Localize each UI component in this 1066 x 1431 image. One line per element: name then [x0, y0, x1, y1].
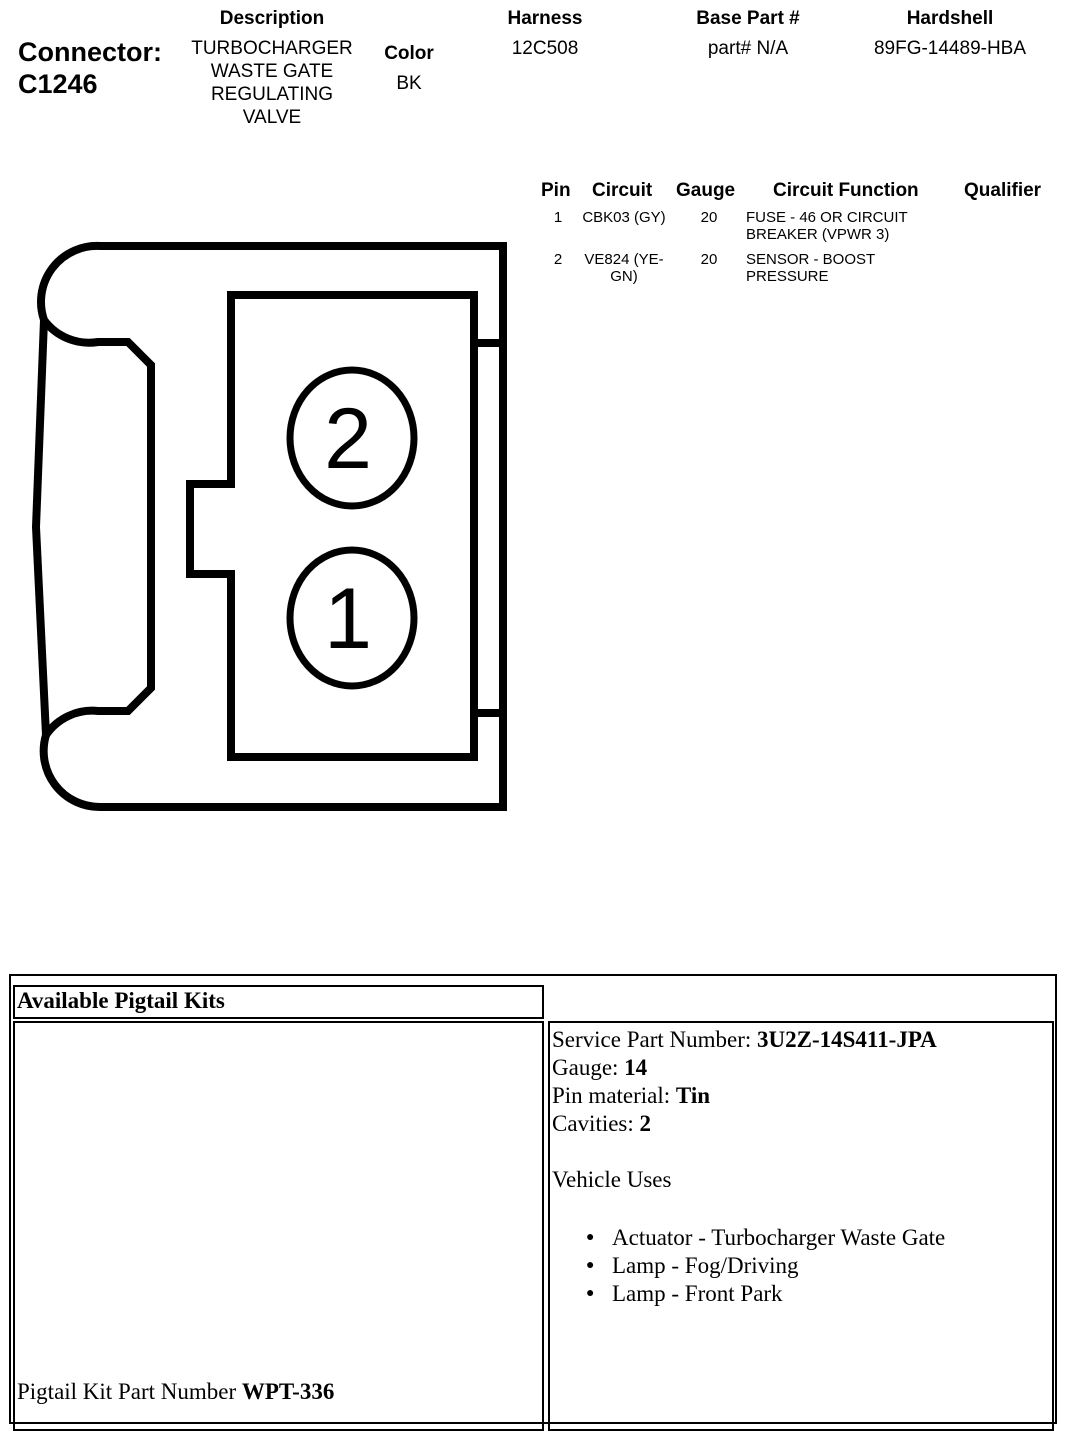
pigtail-kits-title-cell [13, 985, 544, 1019]
pigtail-kit-left-cell [13, 1021, 544, 1431]
connector-label: Connector: [18, 37, 162, 67]
function-cell-line: SENSOR - BOOST [746, 251, 876, 268]
pin-1-label: 1 [324, 571, 372, 667]
circuit-column-header: Circuit [592, 180, 653, 201]
pin-material-value: Tin [675, 1083, 711, 1108]
gauge-column-header: Gauge [676, 180, 736, 201]
pigtail-kit-details [552, 1026, 1048, 1308]
circuit-cell [572, 251, 676, 285]
pin-column-header: Pin [541, 180, 571, 201]
description-line: REGULATING [210, 84, 334, 105]
description-header: Description [219, 8, 325, 29]
connector-face-diagram [0, 0, 560, 830]
function-cell-line: FUSE - 46 OR CIRCUIT [746, 209, 908, 226]
cavities-value: 2 [639, 1111, 652, 1136]
pin-material-row: Pin material: Tin [552, 1083, 711, 1108]
base-part-value: part# N/A [707, 38, 789, 59]
vehicle-uses-title: Vehicle Uses [552, 1167, 672, 1192]
hardshell-header: Hardshell [906, 8, 994, 29]
list-item: ● Actuator - Turbocharger Waste Gate [552, 1224, 1048, 1252]
gauge-cell: 20 [700, 209, 718, 226]
function-cell [746, 251, 946, 285]
cavities-row: Cavities: 2 [552, 1111, 652, 1136]
circuit-cell [572, 209, 676, 226]
harness-header: Harness [507, 8, 583, 29]
list-item: ● Lamp - Fog/Driving [552, 1252, 1048, 1280]
cavity-block [190, 295, 474, 757]
service-part-number-value: 3U2Z-14S411-JPA [757, 1027, 937, 1052]
housing-inner-edge [44, 320, 151, 735]
circuit-function-column-header: Circuit Function [773, 180, 919, 201]
qualifier-column-header: Qualifier [964, 180, 1042, 201]
pigtail-kit-details-cell [548, 1021, 1054, 1431]
harness-value: 12C508 [511, 38, 579, 59]
pigtail-kits-title: Available Pigtail Kits [17, 988, 225, 1013]
pigtail-kit-part-number [17, 1378, 334, 1406]
function-cell-line: PRESSURE [746, 268, 829, 285]
connector-housing-outline [36, 246, 503, 807]
list-item: ● Lamp - Front Park [552, 1280, 1048, 1308]
description-line: TURBOCHARGER [191, 38, 353, 59]
pigtail-kit-number: WPT-336 [241, 1379, 335, 1404]
pin-cell: 2 [553, 251, 563, 268]
pin-2-label: 2 [324, 391, 372, 487]
base-part-header: Base Part # [696, 8, 800, 29]
pin-cell: 1 [553, 209, 563, 226]
gauge-cell: 20 [700, 251, 718, 268]
gauge-value: 14 [624, 1055, 648, 1080]
color-header: Color [384, 43, 434, 64]
color-value: BK [396, 73, 422, 94]
hardshell-value: 89FG-14489-HBA [873, 38, 1027, 59]
description-line: WASTE GATE [210, 61, 334, 82]
service-part-number: Service Part Number: 3U2Z-14S411-JPA [552, 1027, 937, 1052]
function-cell [746, 209, 946, 243]
circuit-cell-line: CBK03 (GY) [582, 209, 666, 226]
vehicle-uses-list [552, 1224, 1048, 1308]
function-cell-line: BREAKER (VPWR 3) [746, 226, 890, 243]
circuit-cell-line: GN) [610, 268, 638, 285]
gauge-row: Gauge: 14 [552, 1055, 648, 1080]
connector-id: C1246 [18, 69, 98, 99]
pigtail-kit-label: Pigtail Kit Part Number [17, 1379, 242, 1404]
description-line: VALVE [242, 107, 302, 128]
circuit-cell-line: VE824 (YE- [584, 251, 664, 268]
latch-tab [474, 343, 503, 713]
